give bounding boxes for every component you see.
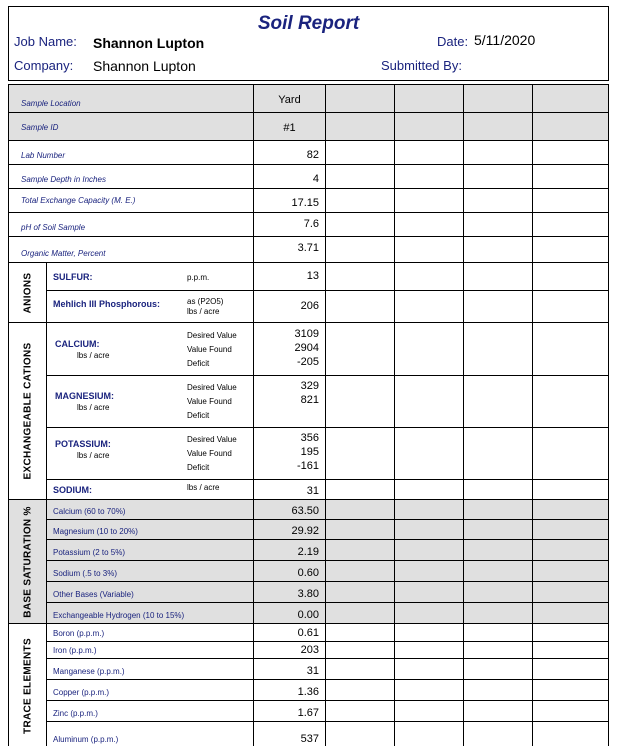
trace-elements-section bbox=[9, 624, 47, 746]
potassium-found: 195 bbox=[300, 446, 319, 458]
base-saturation-value: 0.00 bbox=[297, 609, 319, 621]
magnesium-found-label: Value Found bbox=[187, 397, 232, 406]
row-sulfur bbox=[47, 263, 608, 291]
base-saturation-row bbox=[47, 561, 608, 582]
row-sample-depth bbox=[9, 165, 608, 189]
sulfur-label: SULFUR: bbox=[53, 272, 93, 282]
soil-report-table bbox=[8, 84, 609, 746]
sulfur-unit: p.p.m. bbox=[187, 273, 210, 282]
row-tec bbox=[9, 189, 608, 213]
row-ph bbox=[9, 213, 608, 237]
potassium-desired: 356 bbox=[300, 432, 319, 444]
base-saturation-row bbox=[47, 540, 608, 561]
row-magnesium bbox=[47, 376, 608, 428]
sample-id-label: Sample ID bbox=[21, 123, 59, 132]
potassium-unit: lbs / acre bbox=[77, 451, 110, 460]
base-saturation-label: Calcium (60 to 70%) bbox=[53, 507, 126, 516]
tec-label: Total Exchange Capacity (M. E.) bbox=[21, 196, 136, 205]
row-potassium bbox=[47, 428, 608, 480]
row-lab-number bbox=[9, 141, 608, 165]
sample-location-label: Sample Location bbox=[21, 99, 81, 108]
sample-depth-label: Sample Depth in Inches bbox=[21, 175, 106, 184]
cations-section bbox=[9, 323, 47, 500]
magnesium-desired-label: Desired Value bbox=[187, 383, 237, 392]
magnesium-label: MAGNESIUM: bbox=[55, 391, 114, 401]
calcium-found: 2904 bbox=[294, 342, 319, 354]
base-saturation-value: 63.50 bbox=[291, 505, 319, 517]
organic-value: 3.71 bbox=[297, 242, 319, 254]
sodium-value: 31 bbox=[306, 485, 319, 497]
base-saturation-row bbox=[47, 500, 608, 520]
report-title: Soil Report bbox=[257, 13, 360, 34]
base-saturation-label: Sodium (.5 to 3%) bbox=[53, 569, 118, 578]
trace-element-value: 537 bbox=[300, 733, 319, 745]
trace-element-row bbox=[47, 722, 608, 746]
base-saturation-value: 3.80 bbox=[297, 588, 319, 600]
magnesium-deficit-label: Deficit bbox=[187, 411, 210, 420]
base-saturation-value: 29.92 bbox=[291, 525, 319, 537]
job-name-value: Shannon Lupton bbox=[93, 35, 205, 51]
trace-element-label: Zinc (p.p.m.) bbox=[53, 709, 98, 718]
magnesium-unit: lbs / acre bbox=[77, 403, 110, 412]
calcium-deficit: -205 bbox=[296, 356, 319, 368]
trace-element-label: Boron (p.p.m.) bbox=[53, 629, 105, 638]
calcium-desired: 3109 bbox=[294, 328, 319, 340]
phosphorous-unit-2: lbs / acre bbox=[187, 307, 220, 316]
calcium-desired-label: Desired Value bbox=[187, 331, 237, 340]
report-header bbox=[8, 6, 609, 81]
phosphorous-unit-1: as (P2O5) bbox=[187, 297, 224, 306]
trace-element-row bbox=[47, 701, 608, 722]
trace-element-value: 203 bbox=[300, 644, 319, 656]
trace-element-label: Aluminum (p.p.m.) bbox=[53, 735, 119, 744]
trace-element-value: 1.67 bbox=[297, 707, 319, 719]
row-phosphorous bbox=[47, 291, 608, 323]
calcium-label: CALCIUM: bbox=[55, 339, 100, 349]
company-value: Shannon Lupton bbox=[93, 58, 196, 74]
trace-element-value: 31 bbox=[306, 665, 319, 677]
trace-element-label: Copper (p.p.m.) bbox=[53, 688, 110, 697]
base-saturation-section bbox=[9, 500, 47, 624]
anions-section bbox=[9, 263, 47, 323]
cations-section-label: EXCHANGEABLE CATIONS bbox=[22, 342, 33, 480]
trace-element-label: Iron (p.p.m.) bbox=[53, 646, 97, 655]
magnesium-desired: 329 bbox=[300, 380, 319, 392]
row-calcium bbox=[47, 323, 608, 376]
potassium-desired-label: Desired Value bbox=[187, 435, 237, 444]
trace-element-label: Manganese (p.p.m.) bbox=[53, 667, 125, 676]
base-saturation-section-label: BASE SATURATION % bbox=[22, 505, 33, 618]
sample-depth-value: 4 bbox=[312, 173, 319, 185]
base-saturation-row bbox=[47, 520, 608, 540]
sulfur-value: 13 bbox=[306, 270, 319, 282]
calcium-found-label: Value Found bbox=[187, 345, 232, 354]
potassium-deficit-label: Deficit bbox=[187, 463, 210, 472]
trace-element-row bbox=[47, 624, 608, 642]
row-sample-id bbox=[9, 113, 608, 141]
lab-number-label: Lab Number bbox=[21, 151, 66, 160]
trace-element-row bbox=[47, 642, 608, 659]
base-saturation-value: 2.19 bbox=[297, 546, 319, 558]
base-saturation-label: Magnesium (10 to 20%) bbox=[53, 527, 138, 536]
base-saturation-row bbox=[47, 603, 608, 624]
anions-section-label: ANIONS bbox=[22, 272, 33, 313]
date-value: 5/11/2020 bbox=[474, 32, 536, 48]
trace-element-value: 1.36 bbox=[297, 686, 319, 698]
calcium-deficit-label: Deficit bbox=[187, 359, 210, 368]
lab-number-value: 82 bbox=[306, 149, 319, 161]
sodium-label: SODIUM: bbox=[53, 485, 92, 495]
row-organic-matter bbox=[9, 237, 608, 263]
potassium-found-label: Value Found bbox=[187, 449, 232, 458]
submitted-by-label: Submitted By: bbox=[381, 58, 462, 73]
organic-label: Organic Matter, Percent bbox=[21, 249, 106, 258]
phosphorous-value: 206 bbox=[300, 300, 319, 312]
ph-value: 7.6 bbox=[303, 218, 319, 230]
company-label: Company: bbox=[14, 58, 74, 73]
row-sodium bbox=[47, 480, 608, 500]
trace-element-row bbox=[47, 659, 608, 680]
sodium-unit: lbs / acre bbox=[187, 483, 220, 492]
potassium-deficit: -161 bbox=[296, 460, 319, 472]
trace-element-value: 0.61 bbox=[297, 627, 319, 639]
sample-location-value: Yard bbox=[278, 94, 301, 106]
potassium-label: POTASSIUM: bbox=[55, 439, 111, 449]
tec-value: 17.15 bbox=[291, 197, 319, 209]
sample-id-value: #1 bbox=[283, 122, 296, 134]
magnesium-found: 821 bbox=[300, 394, 319, 406]
base-saturation-label: Exchangeable Hydrogen (10 to 15%) bbox=[53, 611, 185, 620]
base-saturation-value: 0.60 bbox=[297, 567, 319, 579]
row-sample-location bbox=[9, 85, 608, 113]
job-name-label: Job Name: bbox=[14, 34, 77, 49]
calcium-unit: lbs / acre bbox=[77, 351, 110, 360]
base-saturation-label: Other Bases (Variable) bbox=[53, 590, 134, 599]
phosphorous-label: Mehlich III Phosphorous: bbox=[53, 299, 161, 309]
base-saturation-label: Potassium (2 to 5%) bbox=[53, 548, 126, 557]
date-label: Date: bbox=[437, 34, 469, 49]
trace-elements-section-label: TRACE ELEMENTS bbox=[22, 637, 33, 734]
ph-label: pH of Soil Sample bbox=[21, 223, 86, 232]
base-saturation-row bbox=[47, 582, 608, 603]
trace-element-row bbox=[47, 680, 608, 701]
